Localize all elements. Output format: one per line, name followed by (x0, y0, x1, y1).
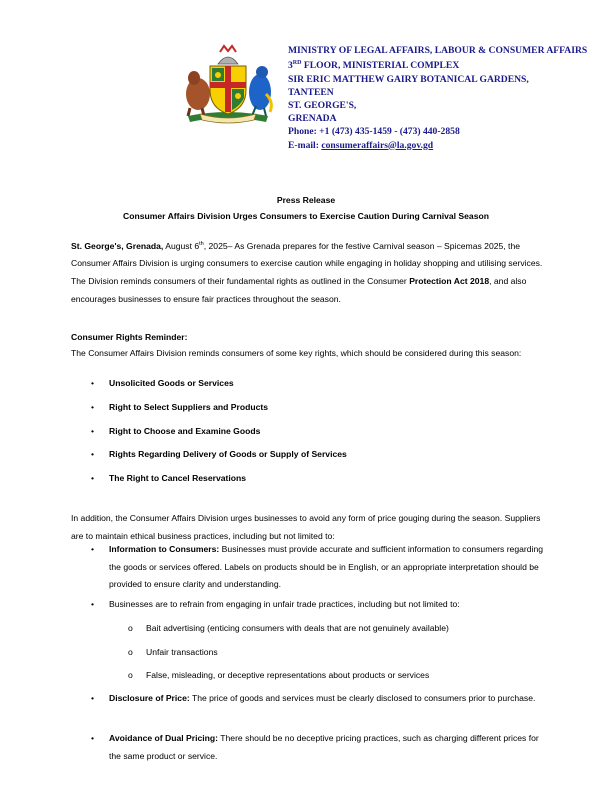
rights-heading: Consumer Rights Reminder: (71, 332, 188, 342)
address-line: TANTEEN (288, 86, 334, 98)
press-release-label: Press Release (276, 195, 336, 205)
list-item: • Rights Regarding Delivery of Goods or Supply of Services (71, 446, 541, 470)
sub-list-item: o False, misleading, or deceptive representations about products or services (128, 667, 548, 685)
email-line: E-mail: consumeraffairs@la.gov.gd (288, 139, 434, 151)
sub-list-item: o Unfair transactions (128, 644, 548, 662)
sub-list-item: o Bait advertising (enticing consumers with deals that are not genuinely available) (128, 620, 548, 638)
press-release-headline: Consumer Affairs Division Urges Consumers to Exercise Caution During Carnival Season (123, 211, 489, 221)
bullet-icon: • (91, 544, 95, 554)
ministry-name: MINISTRY OF LEGAL AFFAIRS, LABOUR & CONSUMER AFFAIRS (288, 45, 588, 56)
address-line: SIR ERIC MATTHEW GAIRY BOTANICAL GARDENS, (288, 73, 529, 85)
rights-list (71, 375, 541, 494)
rights-lead: The Consumer Affairs Division reminds consumers of some key rights, which should be considered during this season: (71, 348, 522, 358)
phone-line: Phone: +1 (473) 435-1459 - (473) 440-2858 (288, 126, 460, 138)
bullet-icon: • (91, 599, 95, 609)
unfair-practices-bullet: • Businesses are to refrain from engaging in unfair trade practices, including but not limited to: (71, 596, 551, 614)
dual-pricing-bullet: • Avoidance of Dual Pricing: There should be no deceptive pricing practices, such as charging different prices for the same product or service. (71, 730, 551, 765)
intro-paragraph: St. George's, Grenada, August 6th, 2025– As Grenada prepares for the festive Carnival season – Spicemas 2025, the Consumer Affairs Division is urging consumers to exercise caution while engaging in holiday shopping and utilising services. The Division reminds consumers of their fundamental rights as outlined in the Consumer Protection Act 2018, and also encourages businesses to ensure fair practices throughout the season. (71, 240, 543, 304)
circle-bullet-icon: o (128, 647, 133, 657)
list-item: • Right to Select Suppliers and Products (71, 399, 541, 423)
list-item: • Unsolicited Goods or Services (71, 375, 541, 399)
list-item: • Right to Choose and Examine Goods (71, 423, 541, 447)
floor-line: 3RD FLOOR, MINISTERIAL COMPLEX (288, 60, 460, 72)
email-link[interactable]: consumeraffairs@la.gov.gd (321, 139, 434, 151)
list-item: • The Right to Cancel Reservations (71, 470, 541, 494)
letterhead (288, 44, 588, 152)
bullet-icon: • (91, 693, 95, 703)
address-line: GRENADA (288, 113, 337, 125)
info-bullet: • Information to Consumers: Businesses must provide accurate and sufficient information to consumers regarding the goods or services offered. Labels on products should be in English, or an appropriate interpretation should be provided to ensure clarity and understanding. (71, 541, 551, 594)
bullet-icon: • (91, 733, 95, 743)
price-disclosure-bullet: • Disclosure of Price: The price of goods and services must be clearly disclosed to consumers prior to purchase. (71, 690, 551, 708)
circle-bullet-icon: o (128, 670, 133, 680)
coat-of-arms-icon (180, 42, 276, 126)
circle-bullet-icon: o (128, 623, 133, 633)
address-line: ST. GEORGE'S, (288, 100, 357, 111)
business-lead: In addition, the Consumer Affairs Division urges businesses to avoid any form of price gouging during the season. Suppliers are to maintain ethical business practices, including but not limited to: (71, 513, 541, 541)
